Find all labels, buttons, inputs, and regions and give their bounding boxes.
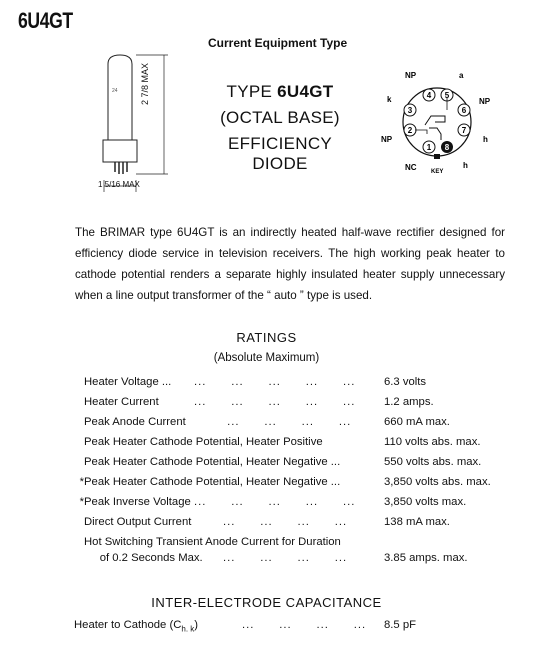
rating-label: Hot Switching Transient Anode Current for Duration [84, 536, 341, 548]
rating-value: 3,850 volts abs. max. [384, 476, 491, 488]
capacitance-label-close: ) [194, 619, 199, 631]
rating-row-hot-switching-line2 [74, 552, 514, 570]
label-np-left: NP [381, 135, 393, 144]
pin-1: 1 [426, 143, 432, 152]
svg-text:24: 24 [112, 88, 118, 94]
capacitance-label-main: Heater to Cathode (C [74, 619, 182, 631]
tube-code-heading: 6U4GT [18, 8, 73, 33]
rating-row-heater-voltage [74, 376, 514, 394]
leader-dots: ... ... ... ... [194, 516, 348, 528]
pin-8: 8 [444, 143, 450, 152]
leader-dots: ... ... ... ... ... [194, 496, 356, 508]
rating-value: 3,850 volts max. [384, 496, 467, 508]
rating-row-peak-anode-current [74, 416, 514, 434]
rating-value: 550 volts abs. max. [384, 456, 482, 468]
capacitance-label [74, 619, 198, 633]
label-k: k [387, 95, 392, 104]
ratings-subtitle: (Absolute Maximum) [213, 352, 320, 364]
capacitance-value: 8.5 pF [384, 619, 417, 631]
rating-label: Peak Anode Current [84, 416, 186, 428]
rating-row-direct-output-current [74, 516, 514, 534]
leader-dots: ... ... ... ... [194, 416, 352, 428]
rating-row-hk-negative-starred [74, 476, 514, 494]
capacitance-row-heater-cathode [74, 619, 514, 637]
type-code: 6U4GT [277, 82, 334, 101]
leader-dots: ... ... ... ... ... [194, 376, 356, 388]
label-h-bottom: h [463, 161, 468, 170]
rating-value: 138 mA max. [384, 516, 450, 528]
rating-row-peak-inverse-voltage [74, 496, 514, 514]
leader-dots: ... ... ... ... [242, 619, 367, 631]
rating-value: 6.3 volts [384, 376, 427, 388]
rating-label: Direct Output Current [84, 516, 192, 528]
pin-4: 4 [426, 91, 432, 100]
capacitance-title: INTER-ELECTRODE CAPACITANCE [151, 595, 382, 610]
leader-dots: ... ... ... ... ... [194, 396, 356, 408]
equipment-type-label: Current Equipment Type [208, 36, 348, 50]
pin-6: 6 [461, 106, 467, 115]
label-np-top: NP [405, 71, 417, 80]
rating-value: 660 mA max. [384, 416, 450, 428]
rating-label: Heater Current [84, 396, 159, 408]
pin-3: 3 [407, 106, 413, 115]
rating-row-heater-current [74, 396, 514, 414]
rating-star: * [79, 476, 84, 488]
function-line: EFFICIENCY DIODE [227, 134, 333, 173]
type-line [200, 82, 360, 102]
rating-star: * [79, 496, 84, 508]
rating-label: Peak Inverse Voltage [84, 496, 191, 508]
base-type-line: (OCTAL BASE) [220, 108, 340, 127]
ratings-title: RATINGS [236, 330, 297, 345]
rating-label: Peak Heater Cathode Potential, Heater Positive [84, 436, 323, 448]
rating-label: Heater Voltage ... [84, 376, 172, 388]
diameter-dimension: 1 5/16 MAX [98, 180, 140, 189]
capacitance-label-subscript: h. k [181, 624, 195, 634]
pin-2: 2 [407, 126, 413, 135]
pin-5: 5 [444, 91, 450, 100]
label-np-right: NP [479, 97, 491, 106]
rating-row-hk-positive [74, 436, 514, 454]
rating-value: 3.85 amps. max. [384, 552, 468, 564]
leader-dots: ... ... ... ... [194, 552, 348, 564]
rating-value: 1.2 amps. [384, 396, 434, 408]
rating-label: Peak Heater Cathode Potential, Heater Negative ... [84, 456, 341, 468]
label-nc: NC [405, 163, 417, 172]
tube-outline-drawing [70, 50, 200, 200]
label-a: a [459, 71, 464, 80]
rating-value: 110 volts abs. max. [384, 436, 481, 448]
height-dimension: 2 7/8 MAX [140, 62, 150, 105]
description-paragraph: The BRIMAR type 6U4GT is an indirectly heated half-wave rectifier designed for efficiency diode service in television receivers. The high working peak heater to cathode potential renders a separate highly insulated heater supply unnecessary when a line output transformer of the “ auto ” type is used. [75, 226, 505, 302]
base-connection-diagram [375, 70, 505, 180]
rating-row-hk-negative [74, 456, 514, 474]
label-h-right: h [483, 135, 488, 144]
type-prefix: TYPE [226, 82, 273, 101]
rating-label: of 0.2 Seconds Max. [84, 552, 203, 564]
pin-7: 7 [461, 126, 467, 135]
label-key: KEY [431, 169, 444, 175]
rating-label: Peak Heater Cathode Potential, Heater Negative ... [84, 476, 341, 488]
